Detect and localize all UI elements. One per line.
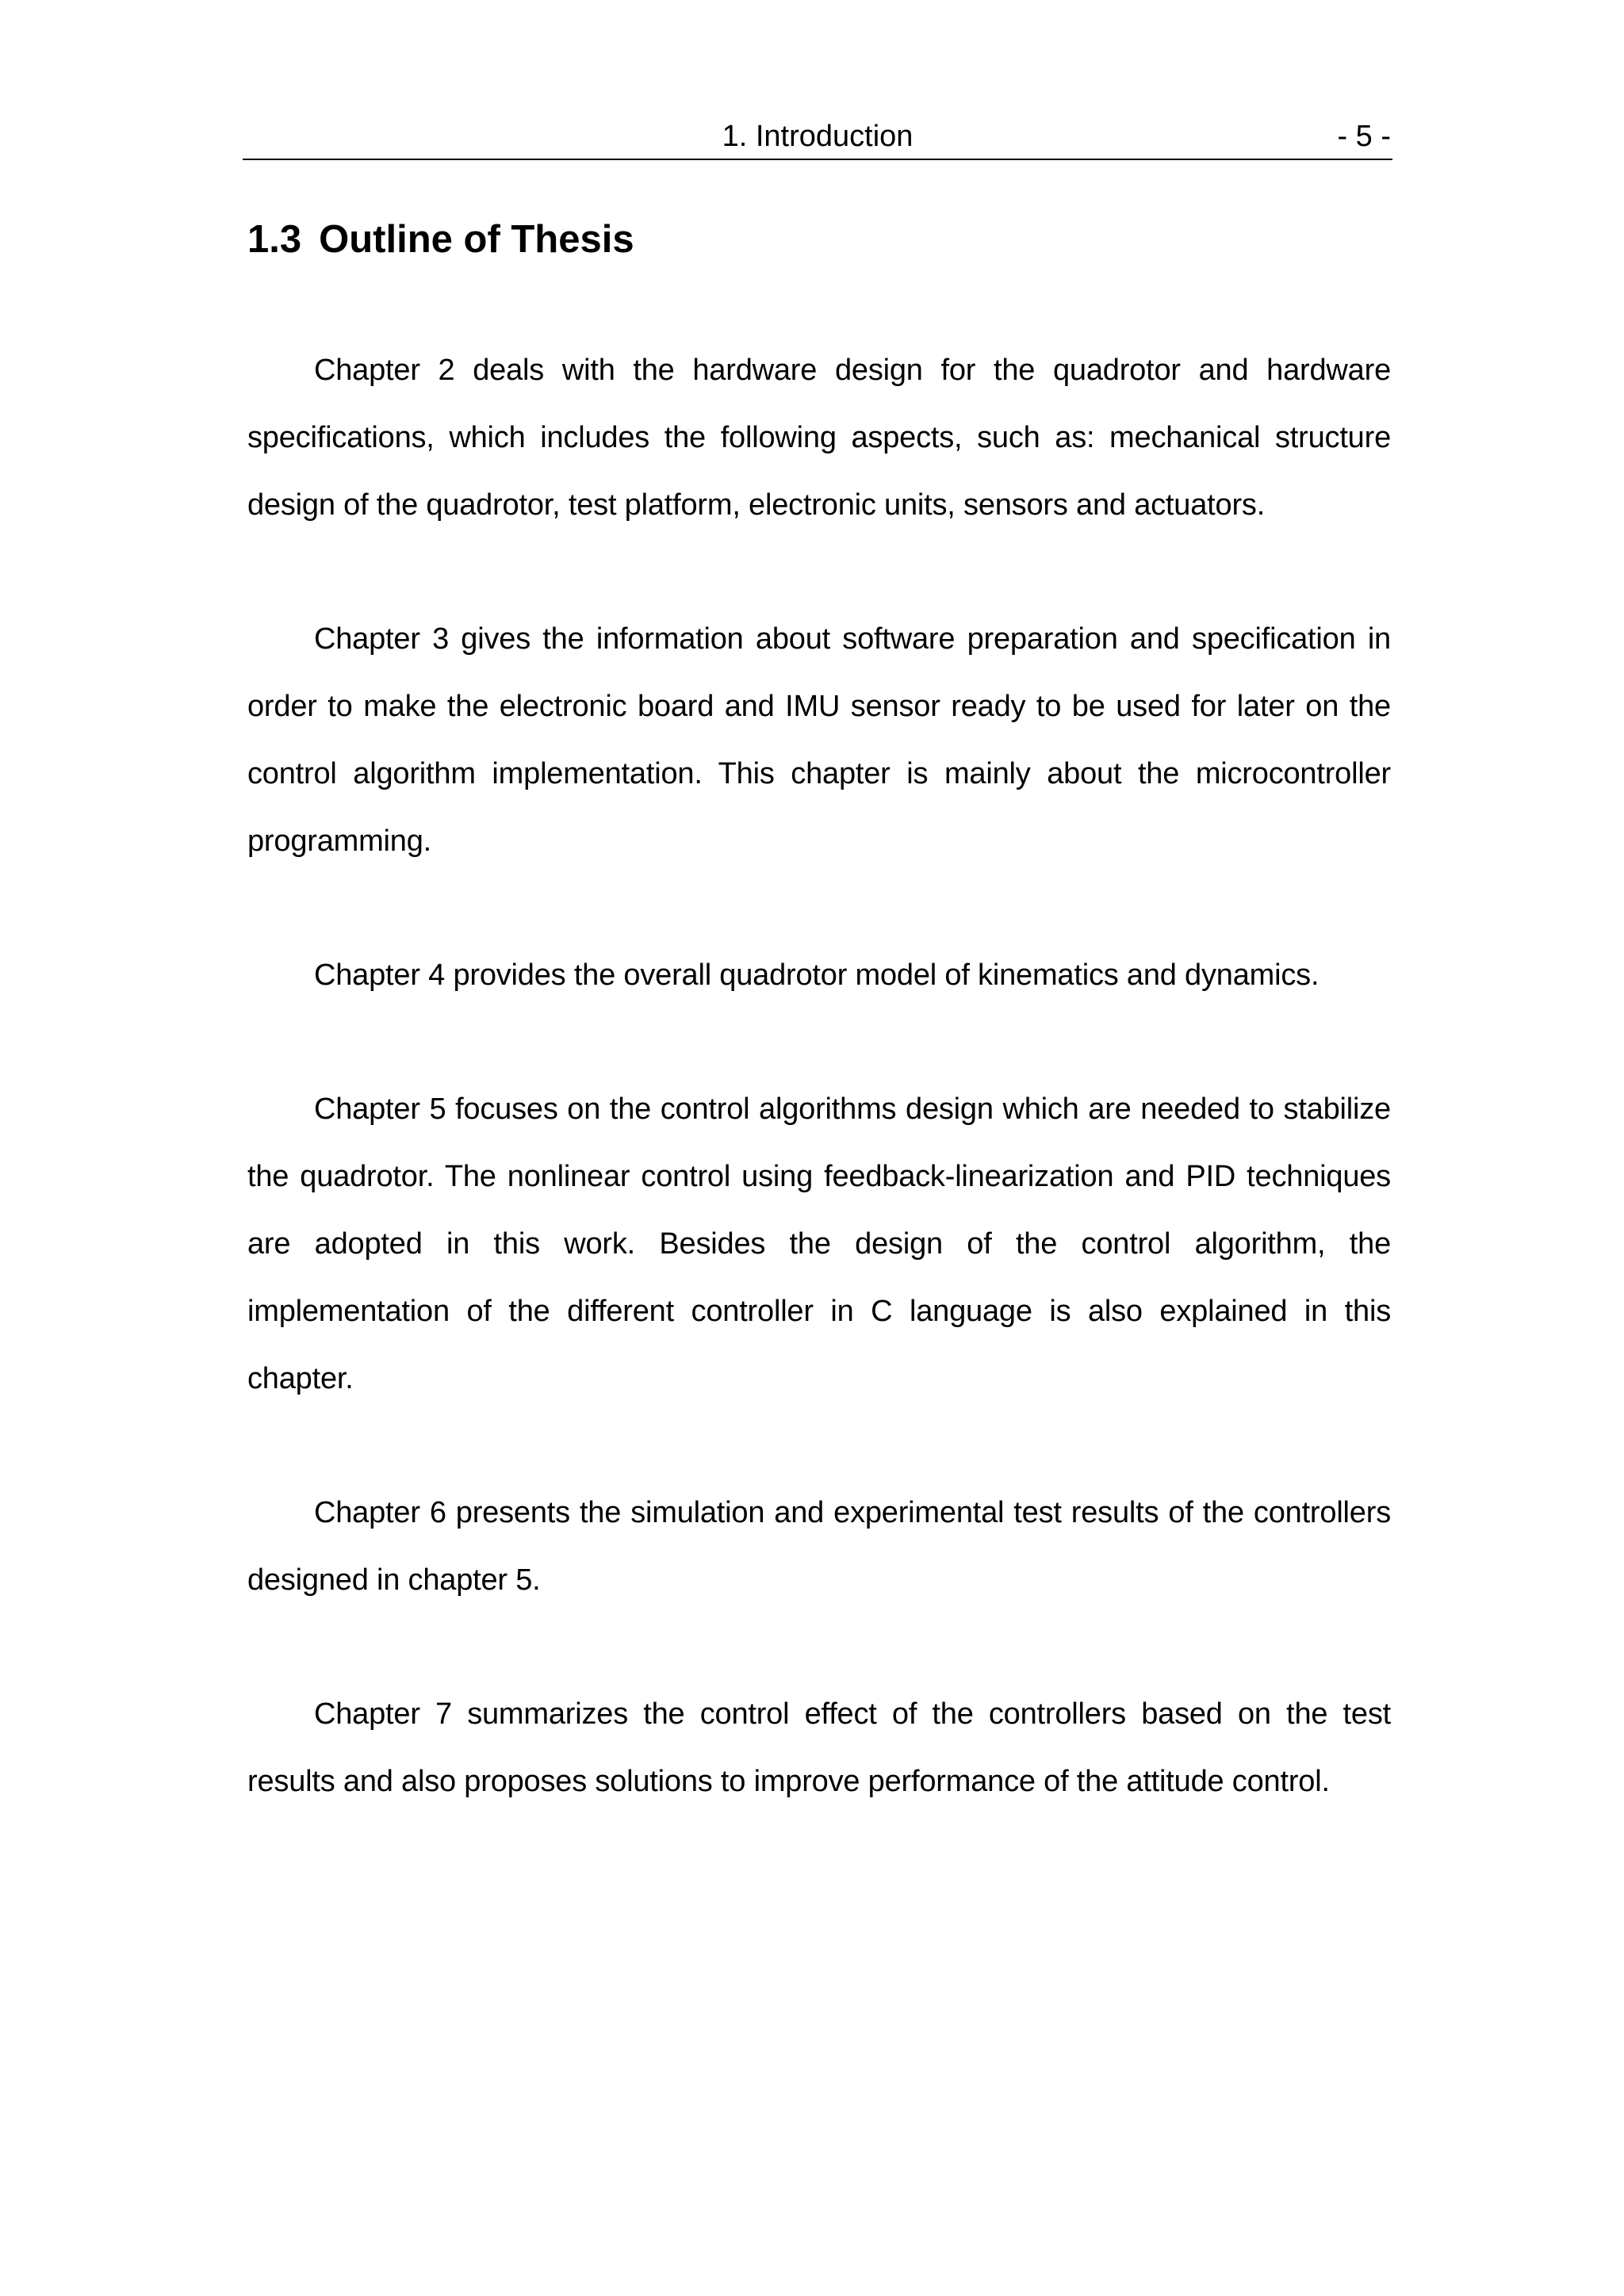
- page-number: - 5 -: [1337, 120, 1391, 153]
- running-title: 1. Introduction: [722, 120, 914, 153]
- paragraph-chapter-6: Chapter 6 presents the simulation and experimental test results of the controllers designed in chapter 5.: [247, 1496, 1391, 1597]
- paragraph-chapter-7: Chapter 7 summarizes the control effect of the controllers based on the test results and also proposes solutions to improve performance of the attitude control.: [247, 1697, 1391, 1798]
- running-header: [243, 109, 1392, 160]
- paragraph-chapter-2: Chapter 2 deals with the hardware design for the quadrotor and hardware specifications, which includes the following aspects, such as: mechanical structure design of the quadrotor, test platform, electronic units, sensors and actuators.: [247, 354, 1391, 522]
- body-text: [247, 337, 1391, 1882]
- section-title: Outline of Thesis: [319, 218, 634, 261]
- section-heading: [247, 214, 634, 265]
- section-number: 1.3: [247, 218, 302, 261]
- paragraph-chapter-5: Chapter 5 focuses on the control algorithms design which are needed to stabilize the quadrotor. The nonlinear control using feedback-linearization and PID techniques are adopted in this work. Besides the design of the control algorithm, the implementation of the different controller in C language is also explained in this chapter.: [247, 1093, 1391, 1395]
- paragraph-chapter-4: Chapter 4 provides the overall quadrotor model of kinematics and dynamics.: [314, 959, 1320, 992]
- paragraph-chapter-3: Chapter 3 gives the information about software preparation and specification in order to make the electronic board and IMU sensor ready to be used for later on the control algorithm implementation. This chapter is mainly about the microcontroller programming.: [247, 622, 1391, 858]
